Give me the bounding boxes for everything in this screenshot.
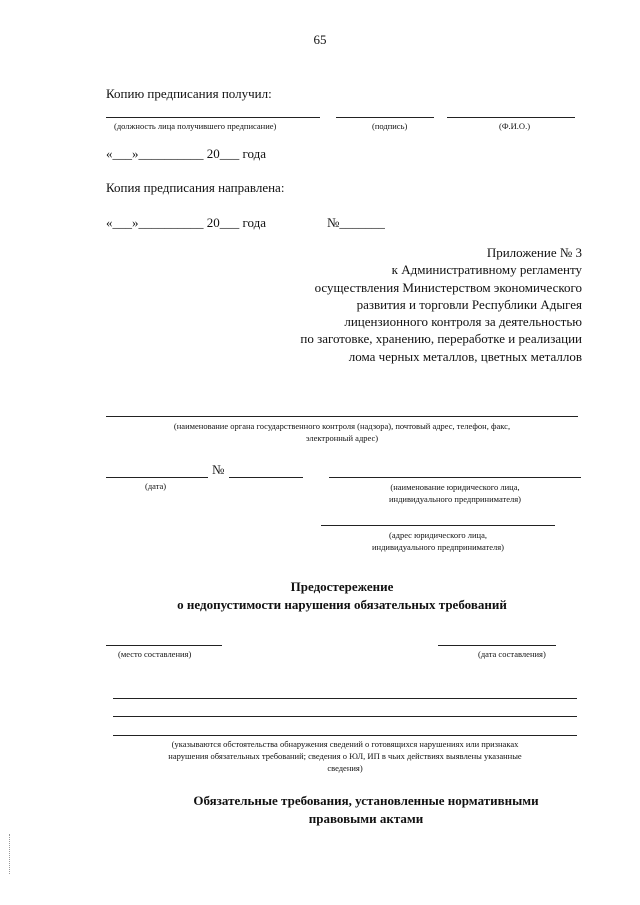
address-caption-line: (адрес юридического лица,	[389, 530, 487, 540]
page-number: 65	[313, 32, 327, 47]
date-line	[106, 477, 208, 478]
fio-line	[447, 117, 575, 118]
place-caption: (место составления)	[118, 649, 192, 659]
sent-number-line: №_______	[327, 215, 385, 230]
title-line: Предостережение	[290, 579, 394, 594]
authority-caption-line: электронный адрес)	[305, 433, 379, 443]
receipt-label: Копию предписания получил:	[106, 86, 272, 101]
requirements-heading	[140, 792, 592, 828]
organization-line	[329, 477, 581, 478]
organization-caption-line: (наименование юридического лица,	[390, 482, 520, 492]
scan-artifact	[9, 834, 12, 874]
document-title	[106, 578, 578, 614]
title-line: о недопустимости нарушения обязательных требований	[177, 597, 507, 612]
appendix-line: Приложение № 3	[486, 245, 582, 260]
appendix-line: развития и торговли Республики Адыгея	[356, 296, 582, 312]
address-caption	[321, 529, 555, 553]
circumstances-caption-line: нарушения обязательных требований; сведения о ЮЛ, ИП в чьих действиях выявлены указанные	[168, 751, 522, 761]
circumstances-caption-line: (указываются обстоятельства обнаружения сведений о готовящихся нарушениях или признаках	[171, 739, 519, 749]
address-line	[321, 525, 555, 526]
position-line	[106, 117, 320, 118]
position-caption: (должность лица получившего предписание)	[114, 121, 277, 131]
signature-caption: (подпись)	[372, 121, 408, 131]
authority-caption-line: (наименование органа государственного контроля (надзора), почтовый адрес, телефон, факс,	[173, 421, 511, 431]
signature-line	[336, 117, 434, 118]
fio-caption: (Ф.И.О.)	[499, 121, 531, 131]
place-line	[106, 645, 222, 646]
organization-caption	[329, 481, 581, 505]
receipt-date-line: «___»__________ 20___ года	[106, 146, 267, 161]
appendix-line: лицензионного контроля за деятельностью	[344, 314, 582, 330]
circumstances-line	[113, 716, 577, 717]
authority-line	[106, 416, 578, 417]
compile-date-caption: (дата составления)	[478, 649, 546, 659]
number-line	[229, 477, 303, 478]
address-caption-line: индивидуального предпринимателя)	[372, 542, 504, 552]
circumstances-line	[113, 735, 577, 736]
number-sign: №	[212, 462, 225, 477]
appendix-line: лома черных металлов, цветных металлов	[348, 348, 582, 364]
sent-date-line: «___»__________ 20___ года	[106, 215, 267, 230]
circumstances-line	[113, 698, 577, 699]
requirements-heading-line: Обязательные требования, установленные нормативными	[193, 793, 539, 808]
appendix-line: осуществления Министерством экономического	[314, 279, 582, 295]
authority-caption	[106, 420, 578, 444]
appendix-line: к Административному регламенту	[391, 262, 582, 278]
compile-date-line	[438, 645, 556, 646]
appendix-line: по заготовке, хранению, переработке и реализации	[300, 331, 582, 347]
requirements-heading-line: правовыми актами	[308, 811, 424, 826]
date-caption: (дата)	[145, 481, 167, 491]
circumstances-caption	[113, 738, 577, 774]
organization-caption-line: индивидуального предпринимателя)	[389, 494, 521, 504]
appendix-block	[300, 244, 582, 365]
circumstances-caption-line: сведения)	[327, 763, 363, 773]
sent-label: Копия предписания направлена:	[106, 180, 285, 195]
